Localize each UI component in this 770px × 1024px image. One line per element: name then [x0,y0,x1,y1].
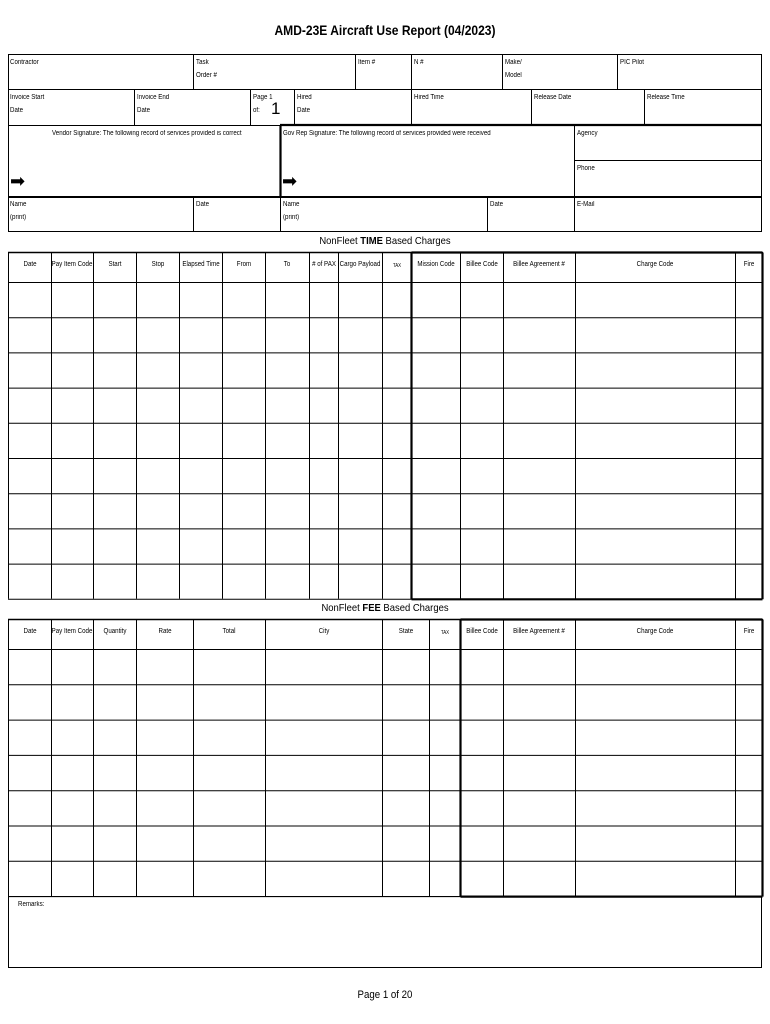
time-row-2-cell[interactable] [266,318,308,351]
fee-row-4-cell[interactable] [736,756,761,789]
time-col-stop: Stop [151,261,164,268]
time-row-6-cell[interactable] [137,459,178,492]
time-row-7-cell[interactable] [412,494,459,527]
time-row-8-cell[interactable] [310,529,337,562]
of-label: of: [253,107,260,114]
fee-row-2-cell[interactable] [461,685,502,718]
fee-row-3-cell[interactable] [137,721,192,754]
time-row-9-cell[interactable] [736,565,761,598]
fee-row-7-cell[interactable] [266,862,381,895]
name-print-label-1: (print) [10,214,27,221]
right-arrow-icon: ➡ [282,171,298,191]
time-row-9-cell[interactable] [266,565,308,598]
fee-col-date: Date [22,628,37,635]
time-row-4-cell[interactable] [504,389,574,422]
time-row-5-cell[interactable] [461,424,502,457]
time-row-6-cell[interactable] [223,459,264,492]
fee-row-7-cell[interactable] [736,862,761,895]
time-row-6-cell[interactable] [383,459,410,492]
fee-row-5-cell[interactable] [137,791,192,824]
time-row-5-cell[interactable] [223,424,264,457]
time-row-8-cell[interactable] [461,529,502,562]
time-row-4-cell[interactable] [223,389,264,422]
fee-row-6-cell[interactable] [430,827,459,860]
fee-row-1-cell[interactable] [266,650,381,683]
time-section-title: NonFleet TIME Based Charges [319,235,451,247]
fee-row-2-cell[interactable] [94,685,135,718]
fee-row-6-cell[interactable] [736,827,761,860]
fee-row-3-cell[interactable] [430,721,459,754]
hired-date-label-1: Hired [297,94,312,101]
fee-row-6-cell[interactable] [504,827,574,860]
time-row-9-cell[interactable] [383,565,410,598]
time-row-6-cell[interactable] [310,459,337,492]
time-row-2-cell[interactable] [576,318,734,351]
time-row-7-cell[interactable] [504,494,574,527]
invoice-start-label-2: Date [10,107,24,114]
time-row-5-cell[interactable] [310,424,337,457]
time-row-8-cell[interactable] [339,529,381,562]
time-row-1-cell[interactable] [94,283,135,316]
time-row-3-cell[interactable] [736,353,761,386]
fee-row-7-cell[interactable] [9,862,50,895]
time-row-4-cell[interactable] [576,389,734,422]
time-row-4-cell[interactable] [180,389,221,422]
time-row-1-cell[interactable] [412,283,459,316]
time-row-3-cell[interactable] [310,353,337,386]
time-row-3-cell[interactable] [266,353,308,386]
time-row-2-cell[interactable] [412,318,459,351]
time-row-5-cell[interactable] [339,424,381,457]
fee-row-4-cell[interactable] [576,756,734,789]
time-row-9-cell[interactable] [339,565,381,598]
fee-row-7-cell[interactable] [383,862,428,895]
fee-col-quantity: Quantity [103,628,126,635]
fee-row-6-cell[interactable] [9,827,50,860]
fee-row-7-cell[interactable] [430,862,459,895]
time-row-4-cell[interactable] [137,389,178,422]
vendor-signature-label: Vendor Signature: The following record of services provided is correct [52,130,242,137]
fee-row-2-cell[interactable] [266,685,381,718]
time-col-start: Start [107,261,122,268]
invoice-end-label-1: Invoice End [137,94,170,101]
fee-row-1-cell[interactable] [576,650,734,683]
form-title: AMD-23E Aircraft Use Report (04/2023) [274,22,496,38]
time-row-6-cell[interactable] [576,459,734,492]
fee-row-1-cell[interactable] [504,650,574,683]
time-row-1-cell[interactable] [339,283,381,316]
n-no-label: N # [414,59,424,66]
fee-row-7-cell[interactable] [461,862,502,895]
time-row-9-cell[interactable] [310,565,337,598]
time-row-8-cell[interactable] [736,529,761,562]
time-row-4-cell[interactable] [412,389,459,422]
fee-row-5-cell[interactable] [461,791,502,824]
fee-row-7-cell[interactable] [576,862,734,895]
time-row-7-cell[interactable] [266,494,308,527]
fee-row-4-cell[interactable] [430,756,459,789]
time-row-6-cell[interactable] [504,459,574,492]
time-row-3-cell[interactable] [223,353,264,386]
gov-signature-label: Gov Rep Signature: The following record of services provided were received [283,130,491,137]
time-row-1-cell[interactable] [736,283,761,316]
fee-row-7-cell[interactable] [504,862,574,895]
time-row-8-cell[interactable] [504,529,574,562]
task-order-label-2: Order # [196,72,217,79]
email-label: E-Mail [577,201,595,208]
time-row-8-cell[interactable] [576,529,734,562]
time-row-7-cell[interactable] [223,494,264,527]
fee-row-6-cell[interactable] [194,827,264,860]
time-row-4-cell[interactable] [52,389,92,422]
time-row-9-cell[interactable] [52,565,92,598]
fee-row-6-cell[interactable] [94,827,135,860]
contractor-label: Contractor [10,59,39,66]
time-row-6-cell[interactable] [52,459,92,492]
time-row-8-cell[interactable] [383,529,410,562]
fee-row-7-cell[interactable] [137,862,192,895]
time-row-2-cell[interactable] [383,318,410,351]
fee-row-4-cell[interactable] [266,756,381,789]
date-label-2: Date [490,201,504,208]
fee-row-3-cell[interactable] [576,721,734,754]
fee-row-7-cell[interactable] [94,862,135,895]
fee-row-5-cell[interactable] [504,791,574,824]
time-row-1-cell[interactable] [52,283,92,316]
time-row-5-cell[interactable] [180,424,221,457]
fee-row-1-cell[interactable] [94,650,135,683]
fee-row-2-cell[interactable] [9,685,50,718]
time-row-9-cell[interactable] [94,565,135,598]
fee-row-3-cell[interactable] [383,721,428,754]
time-col-tax: TAX [392,263,401,269]
fee-row-7-cell[interactable] [52,862,92,895]
fee-row-6-cell[interactable] [461,827,502,860]
time-row-4-cell[interactable] [94,389,135,422]
time-row-4-cell[interactable] [736,389,761,422]
fee-row-5-cell[interactable] [736,791,761,824]
time-row-2-cell[interactable] [504,318,574,351]
time-row-3-cell[interactable] [461,353,502,386]
fee-row-2-cell[interactable] [736,685,761,718]
item-no-label: Item # [358,59,376,66]
page-label: Page 1 [253,94,273,101]
fee-row-3-cell[interactable] [194,721,264,754]
time-row-8-cell[interactable] [94,529,135,562]
time-row-5-cell[interactable] [383,424,410,457]
fee-row-3-cell[interactable] [52,721,92,754]
fee-row-5-cell[interactable] [194,791,264,824]
fee-row-4-cell[interactable] [94,756,135,789]
time-row-2-cell[interactable] [52,318,92,351]
make-label-1: Make/ [505,59,522,66]
fee-row-5-cell[interactable] [430,791,459,824]
time-row-9-cell[interactable] [412,565,459,598]
release-date-label: Release Date [534,94,572,101]
fee-section-title: NonFleet FEE Based Charges [321,602,449,614]
time-row-6-cell[interactable] [339,459,381,492]
time-col-billee-agreement: Billee Agreement # [513,261,565,268]
fee-row-1-cell[interactable] [461,650,502,683]
fee-row-6-cell[interactable] [52,827,92,860]
time-row-3-cell[interactable] [52,353,92,386]
time-row-3-cell[interactable] [504,353,574,386]
of-value[interactable]: 1 [271,99,281,118]
time-row-3-cell[interactable] [94,353,135,386]
fee-row-5-cell[interactable] [576,791,734,824]
time-col-of-pax: # of PAX [311,261,336,268]
time-row-2-cell[interactable] [94,318,135,351]
time-row-5-cell[interactable] [52,424,92,457]
fee-col-total: Total [222,628,236,635]
right-arrow-icon: ➡ [10,171,26,191]
time-row-8-cell[interactable] [137,529,178,562]
time-row-3-cell[interactable] [576,353,734,386]
fee-row-2-cell[interactable] [194,685,264,718]
phone-label: Phone [577,165,595,172]
fee-row-1-cell[interactable] [137,650,192,683]
time-row-6-cell[interactable] [180,459,221,492]
time-row-4-cell[interactable] [461,389,502,422]
time-row-7-cell[interactable] [461,494,502,527]
time-col-from: From [236,261,251,268]
time-row-5-cell[interactable] [94,424,135,457]
time-row-8-cell[interactable] [180,529,221,562]
fee-row-3-cell[interactable] [94,721,135,754]
time-row-4-cell[interactable] [383,389,410,422]
time-row-8-cell[interactable] [412,529,459,562]
time-row-4-cell[interactable] [9,389,50,422]
fee-row-5-cell[interactable] [9,791,50,824]
fee-row-4-cell[interactable] [504,756,574,789]
time-row-1-cell[interactable] [266,283,308,316]
fee-col-city: City [318,628,329,635]
time-row-2-cell[interactable] [310,318,337,351]
fee-row-6-cell[interactable] [137,827,192,860]
invoice-start-label-1: Invoice Start [10,94,45,101]
time-row-7-cell[interactable] [576,494,734,527]
time-row-7-cell[interactable] [94,494,135,527]
name-label-2: Name [283,201,300,208]
time-row-1-cell[interactable] [504,283,574,316]
time-row-9-cell[interactable] [137,565,178,598]
fee-row-7-cell[interactable] [194,862,264,895]
time-row-6-cell[interactable] [9,459,50,492]
time-col-elapsed-time: Elapsed Time [181,261,220,268]
hired-date-label-2: Date [297,107,311,114]
time-row-6-cell[interactable] [736,459,761,492]
time-col-date: Date [22,261,37,268]
fee-row-3-cell[interactable] [736,721,761,754]
fee-row-3-cell[interactable] [461,721,502,754]
time-row-7-cell[interactable] [383,494,410,527]
time-row-5-cell[interactable] [266,424,308,457]
time-row-2-cell[interactable] [461,318,502,351]
fee-row-3-cell[interactable] [266,721,381,754]
name-print-label-2: (print) [283,214,300,221]
fee-col-pay-item-code: Pay Item Code [51,628,93,635]
name-label-1: Name [10,201,27,208]
time-row-1-cell[interactable] [223,283,264,316]
fee-row-1-cell[interactable] [194,650,264,683]
time-row-6-cell[interactable] [412,459,459,492]
time-row-1-cell[interactable] [137,283,178,316]
time-row-5-cell[interactable] [504,424,574,457]
time-row-7-cell[interactable] [180,494,221,527]
time-row-7-cell[interactable] [9,494,50,527]
time-row-8-cell[interactable] [266,529,308,562]
fee-col-rate: Rate [157,628,172,635]
time-row-9-cell[interactable] [9,565,50,598]
agency-label: Agency [577,130,598,137]
fee-col-tax: TAX [440,630,449,636]
time-row-2-cell[interactable] [736,318,761,351]
fee-row-4-cell[interactable] [194,756,264,789]
time-row-2-cell[interactable] [180,318,221,351]
fee-row-2-cell[interactable] [52,685,92,718]
time-row-2-cell[interactable] [9,318,50,351]
task-order-label-1: Task [196,59,209,66]
time-row-3-cell[interactable] [180,353,221,386]
fee-row-4-cell[interactable] [52,756,92,789]
time-row-1-cell[interactable] [9,283,50,316]
fee-col-billee-code: Billee Code [465,628,498,635]
time-row-3-cell[interactable] [137,353,178,386]
fee-row-2-cell[interactable] [383,685,428,718]
time-row-8-cell[interactable] [52,529,92,562]
fee-row-6-cell[interactable] [576,827,734,860]
time-row-5-cell[interactable] [9,424,50,457]
date-label-1: Date [196,201,210,208]
fee-row-4-cell[interactable] [9,756,50,789]
time-row-5-cell[interactable] [736,424,761,457]
time-row-9-cell[interactable] [576,565,734,598]
release-time-label: Release Time [647,94,685,101]
time-row-3-cell[interactable] [9,353,50,386]
time-row-7-cell[interactable] [339,494,381,527]
time-row-1-cell[interactable] [461,283,502,316]
time-col-billee-code: Billee Code [465,261,498,268]
time-row-1-cell[interactable] [180,283,221,316]
fee-row-4-cell[interactable] [461,756,502,789]
fee-row-1-cell[interactable] [52,650,92,683]
time-row-5-cell[interactable] [576,424,734,457]
fee-row-3-cell[interactable] [504,721,574,754]
time-row-4-cell[interactable] [266,389,308,422]
time-row-6-cell[interactable] [266,459,308,492]
page-footer: Page 1 of 20 [357,989,413,1001]
fee-row-1-cell[interactable] [736,650,761,683]
time-row-7-cell[interactable] [52,494,92,527]
fee-col-billee-agreement: Billee Agreement # [513,628,565,635]
time-row-1-cell[interactable] [310,283,337,316]
time-row-8-cell[interactable] [223,529,264,562]
time-col-to: To [283,261,291,268]
fee-row-5-cell[interactable] [266,791,381,824]
time-col-cargo-payload: Cargo Payload [339,261,381,268]
time-row-3-cell[interactable] [412,353,459,386]
time-row-7-cell[interactable] [310,494,337,527]
time-row-7-cell[interactable] [736,494,761,527]
time-col-fire: Fire [743,261,754,268]
pic-pilot-label: PIC Pilot [620,59,644,66]
fee-row-2-cell[interactable] [137,685,192,718]
fee-row-2-cell[interactable] [430,685,459,718]
hired-time-label: Hired Time [414,94,444,101]
time-row-9-cell[interactable] [461,565,502,598]
make-label-2: Model [505,72,522,79]
fee-row-5-cell[interactable] [383,791,428,824]
fee-row-6-cell[interactable] [383,827,428,860]
fee-col-fire: Fire [743,628,754,635]
fee-row-4-cell[interactable] [383,756,428,789]
fee-row-2-cell[interactable] [576,685,734,718]
time-row-1-cell[interactable] [576,283,734,316]
time-row-7-cell[interactable] [137,494,178,527]
fee-row-4-cell[interactable] [137,756,192,789]
fee-row-2-cell[interactable] [504,685,574,718]
time-row-5-cell[interactable] [137,424,178,457]
time-row-1-cell[interactable] [383,283,410,316]
time-row-3-cell[interactable] [383,353,410,386]
time-row-6-cell[interactable] [461,459,502,492]
fee-row-5-cell[interactable] [52,791,92,824]
remarks-label: Remarks: [18,901,45,908]
time-row-3-cell[interactable] [339,353,381,386]
time-row-5-cell[interactable] [412,424,459,457]
fee-row-1-cell[interactable] [9,650,50,683]
fee-col-state: State [398,628,413,635]
fee-row-6-cell[interactable] [266,827,381,860]
fee-col-charge-code: Charge Code [636,628,674,635]
invoice-end-label-2: Date [137,107,151,114]
time-row-2-cell[interactable] [223,318,264,351]
time-row-6-cell[interactable] [94,459,135,492]
fee-row-1-cell[interactable] [430,650,459,683]
time-row-9-cell[interactable] [180,565,221,598]
time-row-4-cell[interactable] [339,389,381,422]
time-row-9-cell[interactable] [223,565,264,598]
time-row-4-cell[interactable] [310,389,337,422]
time-row-9-cell[interactable] [504,565,574,598]
time-col-charge-code: Charge Code [636,261,674,268]
time-col-pay-item-code: Pay Item Code [51,261,93,268]
fee-row-1-cell[interactable] [383,650,428,683]
fee-row-5-cell[interactable] [94,791,135,824]
time-row-8-cell[interactable] [9,529,50,562]
time-row-2-cell[interactable] [339,318,381,351]
time-row-2-cell[interactable] [137,318,178,351]
time-col-mission-code: Mission Code [416,261,455,268]
fee-row-3-cell[interactable] [9,721,50,754]
